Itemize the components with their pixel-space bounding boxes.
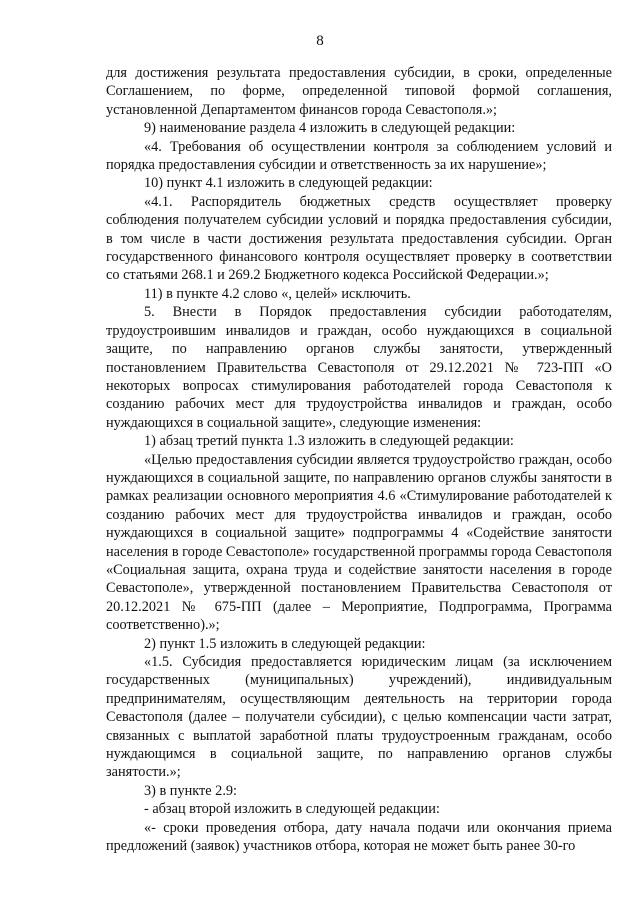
- paragraph: 11) в пункте 4.2 слово «, целей» исключить.: [144, 285, 411, 302]
- paragraph: «- сроки проведения отбора, дату начала подачи или окончания приема предложений (заявок) участников отбора, которая не может быть ранее 30-го: [106, 819, 612, 855]
- paragraph: «4. Требования об осуществлении контроля за соблюдением условий и порядка предоставления субсидии и ответственность за их нарушение»;: [106, 138, 612, 174]
- page-number: 8: [316, 33, 324, 49]
- paragraph: 9) наименование раздела 4 изложить в следующей редакции:: [144, 120, 516, 137]
- paragraph: 2) пункт 1.5 изложить в следующей редакции:: [144, 635, 426, 652]
- paragraph: «Целью предоставления субсидии является трудоустройство граждан, особо нуждающихся в социальной защите, по направлению органов службы занятости в рамках реализации основного мероприятия 4.6 «Стимулирование работодателей к созданию рабочих мест для трудоустройства инвалидов и граждан, особо нуждающихся в социальной защите» подпрограммы 4 «Содействие занятости населения в городе Севастополе» государственной программы города Севастополя «Социальная защита, охрана труда и содействие занятости населения в городе Севастополе», утвержденной постановлением Правительства Севастополя от 20.12.2021 № 675-ПП (далее – Мероприятие, Подпрограмма, Программа соответственно).»;: [106, 451, 612, 634]
- paragraph: «1.5. Субсидия предоставляется юридическим лицам (за исключением государственных (муниципальных) учреждений), индивидуальным предпринимателям, осуществляющим деятельность на территории города Севастополя (далее – получатели субсидии), с целью компенсации части затрат, связанных с выплатой заработной платы трудоустроенным гражданам, особо нуждающимся в социальной защите, по направлению органов службы занятости.»;: [106, 654, 612, 781]
- paragraph: 5. Внести в Порядок предоставления субсидии работодателям, трудоустроившим инвалидов и граждан, особо нуждающихся в социальной защите, по направлению органов службы занятости, утвержденный постановлением Правительства Севастополя от 29.12.2021 № 723-ПП «О некоторых вопросах стимулирования работодателей города Севастополя к созданию рабочих мест для трудоустройства инвалидов и граждан, особо нуждающихся в социальной защите», следующие изменения:: [106, 304, 612, 431]
- paragraph: - абзац второй изложить в следующей редакции:: [144, 801, 440, 818]
- paragraph: 3) в пункте 2.9:: [144, 782, 238, 799]
- paragraph: «4.1. Распорядитель бюджетных средств осуществляет проверку соблюдения получателем субсидии условий и порядка предоставления субсидии, в том числе в части достижения результата предоставления субсидии. Орган государственного финансового контроля осуществляет проверку в соответствии со статьями 268.1 и 269.2 Бюджетного кодекса Российской Федерации.»;: [106, 193, 612, 284]
- paragraph: для достижения результата предоставления субсидии, в сроки, определенные Соглашением, по форме, определенной типовой формой соглашения, установленной Департаментом финансов города Севастополя.»;: [106, 65, 612, 118]
- paragraph: 1) абзац третий пункта 1.3 изложить в следующей редакции:: [144, 433, 514, 450]
- document-body: [106, 64, 612, 855]
- paragraph: 10) пункт 4.1 изложить в следующей редакции:: [144, 175, 433, 192]
